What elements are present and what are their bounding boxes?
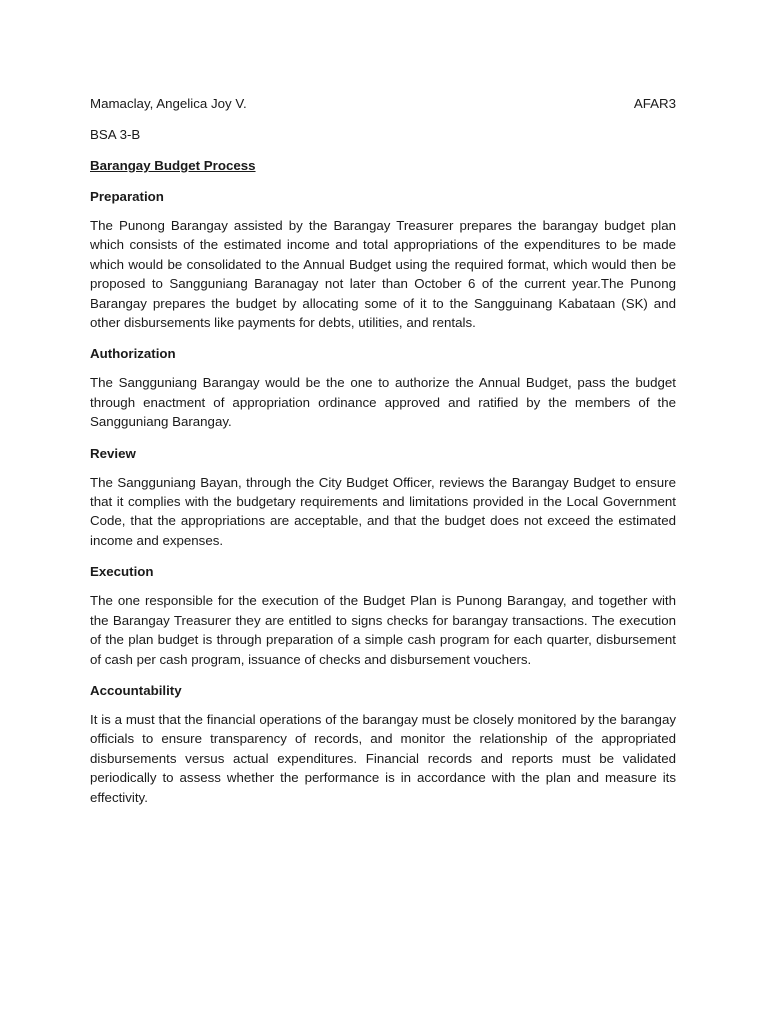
- class-section: BSA 3-B: [90, 127, 141, 142]
- section-authorization: [90, 344, 676, 431]
- section-preparation: [90, 187, 676, 332]
- section-heading: Review: [90, 445, 136, 461]
- course-code: AFAR3: [633, 96, 676, 111]
- section-execution: [90, 562, 676, 669]
- section-body: The Sangguniang Bayan, through the City Budget Officer, reviews the Barangay Budget to ensure that it complies with the budgetary requirements and limitations provided in the Local Government Code, that the appropriations are acceptable, and that the budget does not exceed the estimated income and expenses.: [90, 474, 676, 548]
- document-title: Barangay Budget Process: [90, 158, 256, 173]
- document-header: [90, 94, 676, 113]
- section-heading: Accountability: [90, 682, 182, 698]
- section-body: The Sangguniang Barangay would be the one to authorize the Annual Budget, pass the budget through enactment of appropriation ordinance approved and ratified by the members of the Sangguniang Barangay.: [90, 375, 676, 430]
- document-page: [90, 94, 676, 819]
- section-body: It is a must that the financial operations of the barangay must be closely monitored by the barangay officials to ensure transparency of records, and monitor the relationship of the appropriated disbursements versus actual expenditures. Financial records and reports must be validated periodically to assess whether the performance is in accordance with the plan and measure its effectivity.: [90, 711, 676, 805]
- section-accountability: [90, 681, 676, 807]
- section-heading: Preparation: [90, 189, 164, 204]
- section-heading: Authorization: [90, 346, 176, 362]
- section-body: The one responsible for the execution of the Budget Plan is Punong Barangay, and together with the Barangay Treasurer they are entitled to signs checks for barangay transactions. The execution of the plan budget is through preparation of a simple cash program for each quarter, disbursement of cash per cash program, issuance of checks and disbursement vouchers.: [90, 593, 676, 667]
- section-heading: Execution: [90, 564, 154, 580]
- section-body: The Punong Barangay assisted by the Barangay Treasurer prepares the barangay budget plan which consists of the estimated income and total appropriations of the expenditures to be made which would be consolidated to the Annual Budget using the required format, which would then be proposed to Sangguniang Baranagay not later than October 6 of the current year.The Punong Barangay prepares the budget by allocating some of it to the Sangguinang Kabataan (SK) and other disbursements like payments for debts, utilities, and rentals.: [90, 218, 676, 331]
- section-review: [90, 444, 676, 551]
- author-name: Mamaclay, Angelica Joy V.: [90, 96, 247, 111]
